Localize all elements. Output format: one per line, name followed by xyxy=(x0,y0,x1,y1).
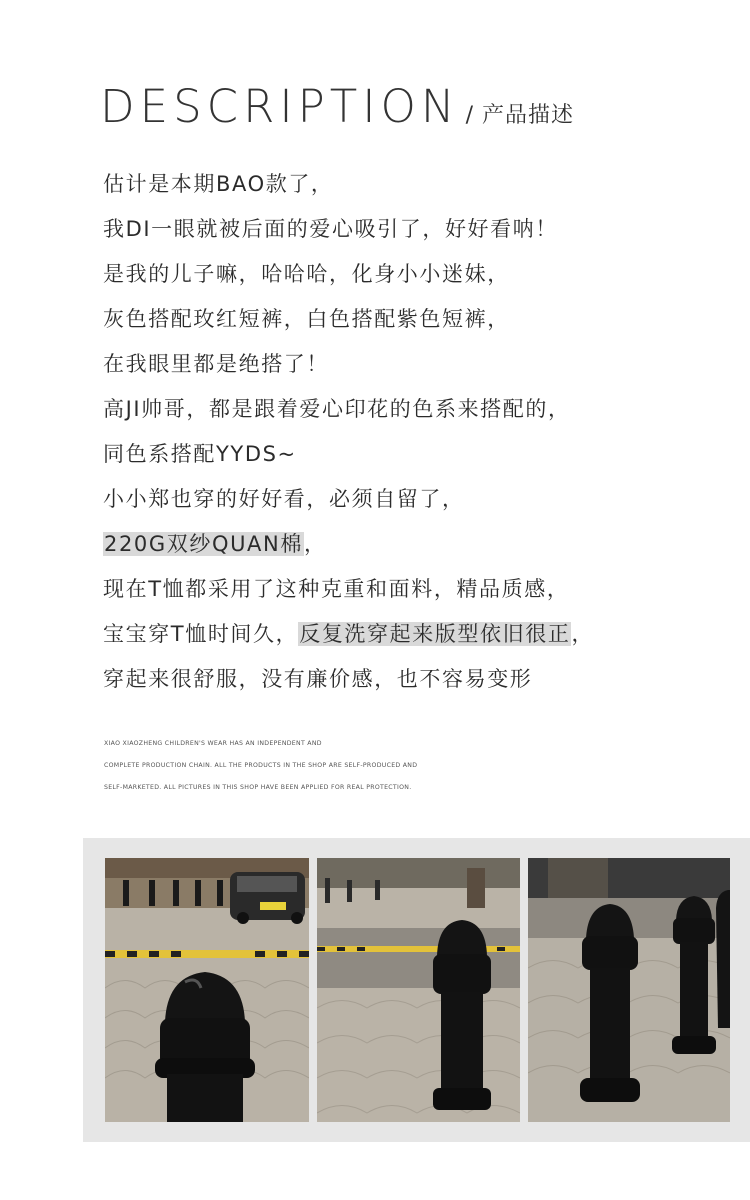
highlight-shape: 反复洗穿起来版型依旧很正 xyxy=(299,622,571,646)
description-line: 估计是本期BAO款了， xyxy=(103,172,334,196)
brand-statement-line: COMPLETE PRODUCTION CHAIN. ALL THE PRODUCTS IN THE SHOP ARE SELF-PRODUCED AND xyxy=(104,762,418,769)
photo-bollard-row xyxy=(528,858,730,1122)
highlight-fabric: 220G双纱QUAN棉 xyxy=(104,532,303,556)
description-line-highlighted: 宝宝穿T恤时间久，反复洗穿起来版型依旧很正， xyxy=(103,622,595,646)
description-line: 现在T恤都采用了这种克重和面料，精品质感， xyxy=(103,577,570,601)
brand-statement-line: SELF-MARKETED. ALL PICTURES IN THIS SHOP HAVE BEEN APPLIED FOR REAL PROTECTION. xyxy=(104,784,412,791)
photo-strip xyxy=(83,838,750,1142)
description-line: 穿起来很舒服，没有廉价感，也不容易变形 xyxy=(103,667,533,691)
page-subtitle: / 产品描述 xyxy=(465,103,574,128)
description-line: 我DI一眼就被后面的爱心吸引了，好好看呐！ xyxy=(103,217,558,241)
description-line: 灰色搭配玫红短裤，白色搭配紫色短裤， xyxy=(103,307,510,331)
description-line-highlighted: 220G双纱QUAN棉， xyxy=(104,532,327,556)
photo-bollard-plaza xyxy=(317,858,520,1122)
description-line: 是我的儿子嘛，哈哈哈，化身小小迷妹， xyxy=(103,262,510,286)
description-line: 高JI帅哥，都是跟着爱心印花的色系来搭配的， xyxy=(103,397,571,421)
description-line: 在我眼里都是绝搭了！ xyxy=(103,352,329,376)
page-header xyxy=(100,80,574,133)
photo-bollard-closeup xyxy=(105,858,309,1122)
description-line: 同色系搭配YYDS~ xyxy=(103,442,297,466)
description-text xyxy=(103,162,703,702)
description-line: 小小郑也穿的好好看，必须自留了， xyxy=(103,487,465,511)
brand-statement xyxy=(104,737,524,803)
brand-statement-line: XIAO XIAOZHENG CHILDREN'S WEAR HAS AN INDEPENDENT AND xyxy=(104,740,322,747)
page-title: DESCRIPTION xyxy=(100,80,460,133)
